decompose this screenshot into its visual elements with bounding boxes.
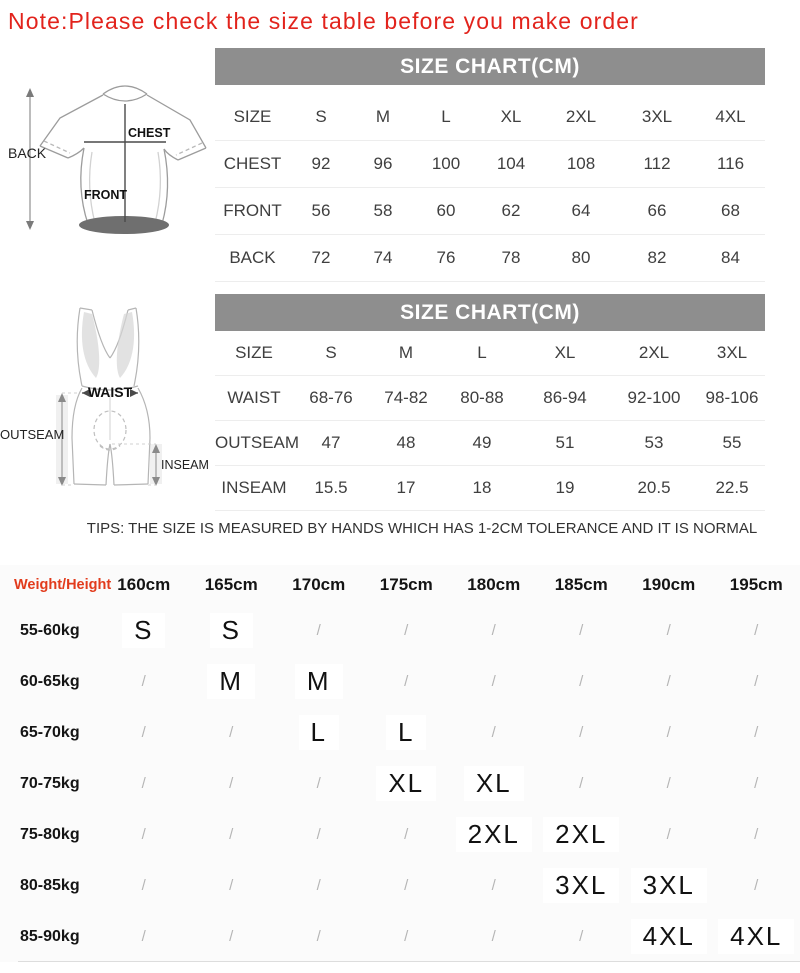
table-row [215,421,765,466]
fit-cell: 2XL [450,817,538,852]
fit-cell: / [579,774,584,792]
fit-row [0,656,800,707]
waist-label: WAIST [87,384,133,400]
jersey-chart-title: SIZE CHART(CM) [215,48,765,85]
table-cell: 51 [555,433,575,452]
fit-cell: / [754,876,759,894]
shorts-left-leg [72,388,82,484]
fit-cell: / [491,876,496,894]
fit-cell: / [666,825,671,843]
table-cell: 22.5 [715,478,749,497]
fit-row [0,809,800,860]
height-column-header: 190cm [642,575,696,594]
jersey-left-side [81,148,88,224]
fit-cell: 2XL [538,817,626,852]
table-cell: 78 [501,248,521,267]
table-cell: 68 [721,201,740,220]
fit-cell: / [229,723,234,741]
table-cell: 19 [555,478,575,497]
height-column-header: 195cm [729,575,783,594]
shorts-left-strap [77,308,82,386]
table-cell: 49 [472,433,492,452]
table-row [215,188,765,235]
fit-cell: / [141,876,146,894]
back-label: BACK [8,145,47,161]
row-label: CHEST [223,154,282,173]
fit-cell: / [404,621,409,639]
table-row [215,141,765,188]
fit-cell: 4XL [713,919,800,954]
fit-cell: / [491,672,496,690]
table-cell: 17 [396,478,416,497]
column-header: 2XL [638,343,670,362]
fit-cell: L [363,715,451,750]
fit-cell: / [579,621,584,639]
column-header: SIZE [235,343,273,362]
table-cell: 15.5 [314,478,348,497]
jersey-hem [79,216,169,234]
fit-cell: / [491,723,496,741]
fit-cell: / [229,825,234,843]
column-header: L [477,343,487,362]
table-cell: 80 [571,248,591,267]
row-label: BACK [229,248,276,267]
weight-row-label: 55-60kg [20,621,80,639]
corner-label: Weight/Height [14,577,112,593]
column-header: S [325,343,337,362]
fit-cell: 3XL [538,868,626,903]
table-cell: 72 [311,248,331,267]
height-column-header: 185cm [554,575,608,594]
fit-cell: / [141,672,146,690]
table-cell: 86-94 [543,388,587,407]
column-header: XL [554,343,576,362]
fit-cell: / [141,774,146,792]
height-column-header: 175cm [379,575,433,594]
table-cell: 82 [647,248,667,267]
jersey-right-side [162,149,168,224]
table-cell: 58 [373,201,393,220]
row-label: OUTSEAM [215,433,300,452]
row-label: WAIST [227,388,281,407]
column-header: S [315,107,327,126]
table-cell: 100 [431,154,461,173]
fit-cell: / [404,927,409,945]
right-armhole [117,312,134,378]
table-cell: 64 [571,201,591,220]
fit-cell: / [229,774,234,792]
left-armhole [82,312,99,378]
weight-row-label: 70-75kg [20,774,80,792]
table-cell: 84 [721,248,740,267]
shorts-size-chart [215,294,765,511]
fit-cell: 3XL [625,868,713,903]
shorts-header-row [215,331,765,376]
table-cell: 112 [643,154,671,173]
jersey-size-chart [215,48,765,282]
jersey-header-row [215,94,765,141]
fit-cell: / [754,621,759,639]
table-cell: 62 [501,201,521,220]
table-row [215,466,765,511]
outseam-label: OUTSEAM [0,427,65,442]
table-cell: 53 [644,433,664,452]
fit-cell: / [404,672,409,690]
fit-cell: / [666,672,671,690]
fit-cell: / [316,621,321,639]
table-cell: 76 [436,248,456,267]
height-column-header: 165cm [204,575,258,594]
fit-cell: / [316,825,321,843]
table-cell: 74-82 [384,388,428,407]
fit-cell: / [579,672,584,690]
fit-cell: / [666,621,671,639]
shorts-right-strap [134,308,139,386]
order-note: Note:Please check the size table before you make order [8,8,639,34]
weight-row-label: 75-80kg [20,825,80,843]
fit-row [0,911,800,962]
fit-cell: S [100,613,188,648]
table-cell: 92-100 [627,388,681,407]
column-header: 4XL [715,107,746,126]
weight-height-table [0,565,800,962]
table-row [215,376,765,421]
front-label: FRONT [84,188,128,202]
fit-cell: L [275,715,363,750]
table-cell: 60 [436,201,456,220]
column-header: 2XL [565,107,597,126]
fit-cell: / [666,774,671,792]
table-cell: 116 [716,154,745,173]
fit-cell: / [754,774,759,792]
fit-cell: / [754,672,759,690]
weight-row-label: 65-70kg [20,723,80,741]
jersey-left-sleeve [40,95,103,146]
table-cell: 66 [647,201,667,220]
table-cell: 56 [311,201,331,220]
fit-cell: / [754,723,759,741]
table-cell: 108 [566,154,596,173]
column-header: M [398,343,414,362]
fit-cell: / [666,723,671,741]
height-column-header: 160cm [117,575,171,594]
table-cell: 104 [496,154,526,173]
fit-header-row [0,565,800,605]
shorts-chart-title: SIZE CHART(CM) [215,294,765,331]
table-cell: 55 [722,433,742,452]
row-label: INSEAM [221,478,287,497]
column-header: M [375,107,391,126]
table-cell: 92 [311,154,331,173]
bottom-divider [18,961,800,962]
height-column-header: 180cm [467,575,521,594]
fit-cell: / [316,876,321,894]
tolerance-tips: TIPS: THE SIZE IS MEASURED BY HANDS WHICH HAS 1-2CM TOLERANCE AND IT IS NORMAL [86,520,758,537]
fit-cell: / [141,927,146,945]
table-cell: 20.5 [637,478,671,497]
fit-row [0,860,800,911]
height-column-header: 170cm [292,575,346,594]
column-header: L [441,107,451,126]
fit-cell: 4XL [625,919,713,954]
fit-cell: / [404,876,409,894]
jersey-diagram [0,42,215,290]
fit-cell: M [275,664,363,699]
fit-cell: / [754,825,759,843]
fit-cell: / [579,927,584,945]
fit-row [0,758,800,809]
fit-cell: / [316,774,321,792]
fit-cell: / [404,825,409,843]
weight-row-label: 80-85kg [20,876,80,894]
bib-shorts-diagram [0,298,215,526]
fit-cell: / [491,621,496,639]
column-header: SIZE [233,107,272,126]
table-cell: 74 [373,248,393,267]
table-cell: 80-88 [460,388,504,407]
table-cell: 18 [472,478,492,497]
column-header: XL [500,107,522,126]
table-cell: 68-76 [309,388,353,407]
table-cell: 96 [373,154,393,173]
fit-cell: / [229,876,234,894]
column-header: 3XL [716,343,748,362]
fit-cell: / [316,927,321,945]
weight-row-label: 60-65kg [20,672,80,690]
fit-row [0,605,800,656]
table-cell: 48 [396,433,416,452]
fit-cell: / [229,927,234,945]
fit-row [0,707,800,758]
fit-cell: / [491,927,496,945]
inseam-label: INSEAM [161,458,209,472]
fit-cell: XL [450,766,538,801]
fit-cell: M [188,664,276,699]
jersey-collar [103,86,147,94]
fit-cell: / [141,825,146,843]
weight-row-label: 85-90kg [20,927,80,945]
fit-cell: / [579,723,584,741]
table-row [215,235,765,282]
fit-cell: XL [363,766,451,801]
jersey-right-sleeve [147,95,206,148]
row-label: FRONT [223,201,282,220]
table-cell: 47 [321,433,341,452]
table-cell: 98-106 [705,388,759,407]
column-header: 3XL [641,107,673,126]
shorts-right-leg [138,388,150,484]
fit-cell: S [188,613,276,648]
chest-label: CHEST [128,126,171,140]
fit-cell: / [141,723,146,741]
